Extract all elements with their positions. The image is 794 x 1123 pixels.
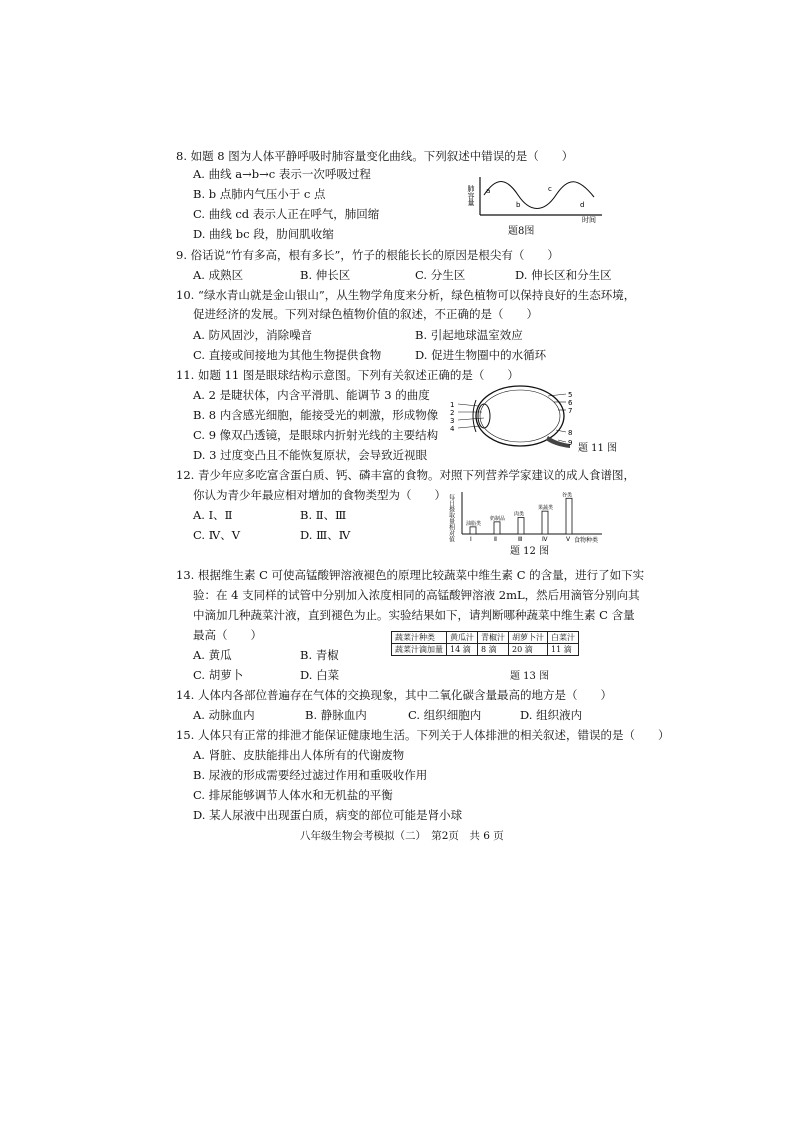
q9-option-d: D. 伸长区和分生区 (515, 268, 612, 282)
q12-category-1: Ⅰ (470, 536, 472, 543)
q10-stem-line1: 10. “绿水青山就是金山银山”，从生物学角度来分析，绿色植物可以保持良好的生态环境， (176, 288, 636, 302)
q11-caption: 题 11 图 (578, 443, 618, 454)
q12-bar-4 (542, 511, 548, 534)
q14-option-a: A. 动脉血内 (193, 708, 255, 722)
q13-result-table (391, 631, 579, 656)
q12-caption: 题 12 图 (510, 546, 550, 557)
q11-retina-layer (480, 390, 560, 442)
q8-point-c: c (548, 185, 552, 193)
q11-label-8: 8 (568, 429, 573, 437)
q11-stem: 11. 如题 11 图是眼球结构示意图。下列有关叙述正确的是（ ） (176, 368, 519, 382)
q11-label-9: 9 (568, 439, 573, 447)
q10-option-d: D. 促进生物圈中的水循环 (415, 348, 547, 362)
q12-category-4: Ⅳ (542, 536, 548, 543)
q8-option-c: C. 曲线 cd 表示人正在呼气，肺回缩 (193, 207, 380, 221)
q8-caption: 题8图 (508, 226, 535, 237)
q13-option-b: B. 青椒 (300, 648, 339, 662)
q12-ylabel: 每日摄取量相对值 (447, 494, 455, 542)
q14-stem: 14. 人体内各部位普遍存在气体的交换现象，其中二氧化碳含量最高的地方是（ ） (176, 688, 612, 702)
q8-point-a: a (486, 187, 491, 195)
q13-stem-line1: 13. 根据维生素 C 可使高锰酸钾溶液褪色的原理比较蔬菜中维生素 C 的含量，进行了如下实 (176, 568, 645, 582)
q10-option-b: B. 引起地球温室效应 (415, 328, 523, 342)
q13-option-c: C. 胡萝卜 (193, 668, 244, 682)
q13-option-d: D. 白菜 (300, 668, 340, 682)
q13-col-cabbage: 白菜汁 (548, 632, 579, 644)
q12-bars-group (466, 491, 572, 543)
q11-label-6: 6 (568, 399, 573, 407)
q11-option-d: D. 3 过度变凸且不能恢复原状，会导致近视眼 (193, 448, 428, 462)
q10-option-a: A. 防风固沙，消除噪音 (193, 328, 313, 342)
q15-option-c: C. 排尿能够调节人体水和无机盐的平衡 (193, 788, 393, 802)
q11-eye-diagram (448, 382, 588, 452)
q12-option-b: B. Ⅱ、Ⅲ (300, 508, 347, 522)
q8-stem: 8. 如题 8 图为人体平静呼吸时肺容量变化曲线。下列叙述中错误的是（ ） (176, 149, 574, 163)
q9-stem: 9. 俗话说“竹有多高，根有多长”，竹子的根能长长的原因是根尖有（ ） (176, 248, 559, 262)
table-row (392, 632, 579, 644)
q13-caption: 题 13 图 (510, 671, 550, 682)
q13-stem-line3: 中滴加几种蔬菜汁液，直到褪色为止。实验结果如下，请判断哪种蔬菜中维生素 C 含量 (193, 608, 635, 622)
q11-label-5: 5 (568, 391, 573, 399)
q11-option-b: B. 8 内含感光细胞，能接受光的刺激，形成物像 (193, 408, 439, 422)
q8-curve (484, 182, 594, 209)
q13-row-header-type: 蔬菜汁种类 (392, 632, 447, 644)
q8-lung-volume-figure (467, 173, 610, 237)
q12-bar-3 (518, 518, 524, 534)
q13-option-a: A. 黄瓜 (193, 648, 232, 662)
q11-label-4: 4 (450, 425, 455, 433)
q12-option-a: A. Ⅰ、Ⅱ (193, 508, 233, 522)
q13-amount-cucumber: 14 滴 (447, 644, 478, 656)
q12-bar-label-1: 油脂类 (466, 520, 482, 527)
q8-option-b: B. b 点肺内气压小于 c 点 (193, 187, 326, 201)
q8-ylabel: 肺容量 (467, 185, 475, 206)
q13-col-carrot: 胡萝卜汁 (509, 632, 548, 644)
q12-category-5: Ⅴ (566, 536, 571, 543)
q12-category-3: Ⅲ (518, 536, 523, 543)
q12-food-chart (448, 488, 608, 546)
q13-col-pepper: 青椒汁 (478, 632, 509, 644)
q15-option-d: D. 某人尿液中出现蛋白质，病变的部位可能是肾小球 (193, 808, 463, 822)
q14-option-d: D. 组织液内 (520, 708, 583, 722)
q11-label-3: 3 (450, 417, 455, 425)
q15-option-a: A. 肾脏、皮肤能排出人体所有的代谢废物 (193, 748, 405, 762)
q8-option-a: A. 曲线 a→b→c 表示一次呼吸过程 (193, 167, 371, 181)
q12-xlabel: 食物种类 (574, 537, 599, 544)
q8-xlabel: 时间 (582, 216, 596, 224)
q12-bar-5 (566, 498, 572, 534)
q12-option-c: C. Ⅳ、Ⅴ (193, 528, 240, 542)
q11-label-7: 7 (568, 407, 573, 415)
q11-option-a: A. 2 是睫状体，内含平滑肌、能调节 3 的曲度 (193, 388, 430, 402)
q12-stem-line1: 12. 青少年应多吃富含蛋白质、钙、磷丰富的食物。对照下列营养学家建议的成人食谱图， (176, 468, 635, 482)
q15-stem: 15. 人体只有正常的排泄才能保证健康地生活。下列关于人体排泄的相关叙述，错误的是（ ） (176, 728, 670, 742)
q12-bar-label-2: 奶制品 (490, 515, 506, 522)
q13-stem-line2: 验：在 4 支同样的试管中分别加入浓度相同的高锰酸钾溶液 2mL，然后用滴管分别向其 (193, 588, 640, 602)
q8-option-d: D. 曲线 bc 段，肋间肌收缩 (193, 227, 334, 241)
q12-bar-1 (470, 527, 476, 534)
q13-amount-cabbage: 11 滴 (548, 644, 579, 656)
q8-point-b: b (516, 201, 521, 209)
q13-stem-line4: 最高（ ） (193, 628, 262, 642)
q12-category-2: Ⅱ (494, 536, 497, 543)
table-row (392, 644, 579, 656)
q9-option-a: A. 成熟区 (193, 268, 244, 282)
q9-option-c: C. 分生区 (415, 268, 466, 282)
q9-option-b: B. 伸长区 (300, 268, 351, 282)
q13-amount-carrot: 20 滴 (509, 644, 548, 656)
q8-point-d: d (580, 201, 585, 209)
page-footer: 八年级生物会考模拟（二） 第2页 共 6 页 (300, 830, 504, 842)
q15-option-b: B. 尿液的形成需要经过滤过作用和重吸收作用 (193, 768, 428, 782)
q11-eyeball-outline (476, 386, 564, 446)
q10-stem-line2: 促进经济的发展。下列对绿色植物价值的叙述，不正确的是（ ） (193, 307, 538, 321)
q10-option-c: C. 直接或间接地为其他生物提供食物 (193, 348, 382, 362)
q11-label-2: 2 (450, 409, 455, 417)
q13-col-cucumber: 黄瓜汁 (447, 632, 478, 644)
q12-bar-label-5: 谷类 (562, 492, 573, 499)
q12-bar-2 (494, 522, 500, 534)
q11-leader-4 (458, 426, 480, 428)
q11-option-c: C. 9 像双凸透镜，是眼球内折射光线的主要结构 (193, 428, 439, 442)
q12-bar-label-4: 果蔬类 (538, 505, 554, 512)
q12-bar-label-3: 肉类 (514, 511, 525, 518)
q13-row-header-amount: 蔬菜汁滴加量 (392, 644, 447, 656)
q11-label-1: 1 (450, 401, 455, 409)
q11-optic-nerve (546, 436, 573, 448)
q13-amount-pepper: 8 滴 (478, 644, 509, 656)
q14-option-b: B. 静脉血内 (305, 708, 367, 722)
q14-option-c: C. 组织细胞内 (408, 708, 482, 722)
q12-option-d: D. Ⅲ、Ⅳ (300, 528, 351, 542)
q12-stem-line2: 你认为青少年最应相对增加的食物类型为（ ） (193, 488, 446, 502)
